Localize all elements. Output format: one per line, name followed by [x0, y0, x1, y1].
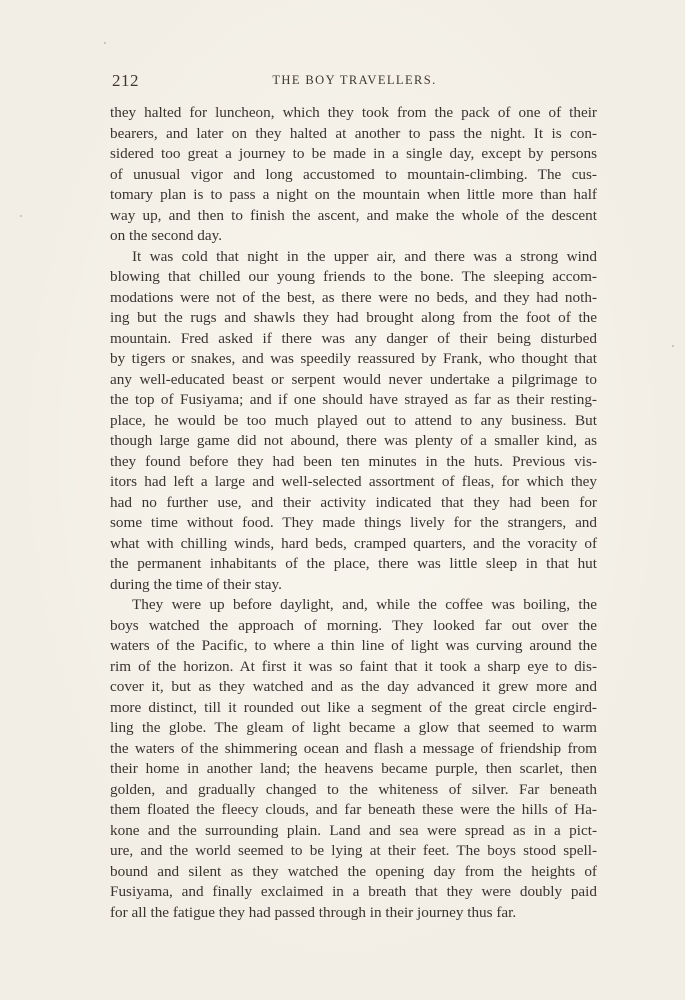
text-line: on the second day. [110, 227, 223, 244]
text-line: any well-educated beast or serpent would never undertake a pilgrimage to [110, 370, 597, 388]
text-line: of unusual vigor and long accustomed to mountain-climbing. The cus- [110, 165, 597, 183]
text-line: the permanent inhabitants of the place, there was little sleep in that hut [110, 555, 597, 572]
text-line: ing but the rugs and shawls they had brought along from the foot of the [110, 309, 597, 326]
text-line: itors had left a large and well-selected assortment of fleas, for which they [110, 473, 597, 490]
body-text [110, 103, 597, 923]
text-line: place, he would be too much played out to attend to any business. But [110, 411, 597, 429]
text-line: bearers, and later on they halted at another to pass the night. It is con- [110, 124, 597, 142]
text-line: kone and the surrounding plain. Land and sea were spread as in a pict- [110, 821, 597, 839]
text-line: for all the fatigue they had passed through in their journey thus far. [110, 903, 517, 921]
paper-speck [104, 42, 106, 44]
text-line: ling the globe. The gleam of light became a glow that seemed to warm [110, 719, 597, 736]
text-line: more distinct, till it rounded out like a segment of the great circle engird- [110, 698, 597, 716]
text-line: mountain. Fred asked if there was any danger of their being disturbed [110, 329, 597, 347]
text-line: they found before they had been ten minutes in the huts. Previous vis- [110, 452, 597, 470]
text-line: They were up before daylight, and, while the coffee was boiling, the [132, 596, 597, 613]
text-line: ure, and the world seemed to be lying at their feet. The boys stood spell- [110, 842, 597, 859]
text-line: them floated the fleecy clouds, and far beneath these were the hills of Ha- [110, 801, 597, 818]
text-line: they halted for luncheon, which they took from the pack of one of their [110, 104, 597, 121]
text-line: what with chilling winds, hard beds, cramped quarters, and the voracity of [110, 534, 597, 552]
text-line: some time without food. They made things lively for the strangers, and [110, 514, 597, 531]
text-line: tomary plan is to pass a night on the mountain when little more than half [110, 186, 597, 203]
text-line: sidered too great a journey to be made in a single day, except by persons [110, 145, 597, 162]
text-line: by tigers or snakes, and was speedily reassured by Frank, who thought that [110, 350, 597, 367]
text-line: boys watched the approach of morning. They looked far out over the [110, 616, 597, 634]
text-line: way up, and then to finish the ascent, and make the whole of the descent [110, 206, 597, 224]
text-line: during the time of their stay. [110, 575, 282, 593]
text-line: though large game did not abound, there was plenty of a smaller kind, as [110, 432, 597, 449]
text-line: blowing that chilled our young friends to the bone. The sleeping accom- [110, 268, 597, 285]
text-line: Fusiyama, and finally exclaimed in a breath that they were doubly paid [110, 883, 597, 900]
text-line: bound and silent as they watched the opening day from the heights of [110, 862, 597, 880]
page-number: 212 [112, 71, 139, 90]
page-header [112, 71, 597, 97]
text-line: cover it, but as they watched and as the day advanced it grew more and [110, 678, 597, 695]
paper-speck [672, 345, 674, 347]
text-line: the waters of the shimmering ocean and flash a message of friendship from [110, 739, 597, 757]
text-line: rim of the horizon. At first it was so faint that it took a sharp eye to dis- [110, 657, 597, 675]
text-line: modations were not of the best, as there were no beds, and they had noth- [110, 288, 597, 306]
text-line: their home in another land; the heavens became purple, then scarlet, then [110, 760, 597, 777]
text-line: the top of Fusiyama; and if one should have strayed as far as their resting- [110, 391, 597, 408]
paper-speck [20, 215, 22, 217]
text-line: had no further use, and their activity indicated that they had been for [110, 493, 597, 511]
text-line: waters of the Pacific, to where a thin line of light was curving around the [110, 637, 597, 654]
running-title: THE BOY TRAVELLERS. [272, 73, 437, 87]
text-line: It was cold that night in the upper air, and there was a strong wind [132, 247, 597, 265]
text-line: golden, and gradually changed to the whiteness of silver. Far beneath [110, 780, 597, 798]
